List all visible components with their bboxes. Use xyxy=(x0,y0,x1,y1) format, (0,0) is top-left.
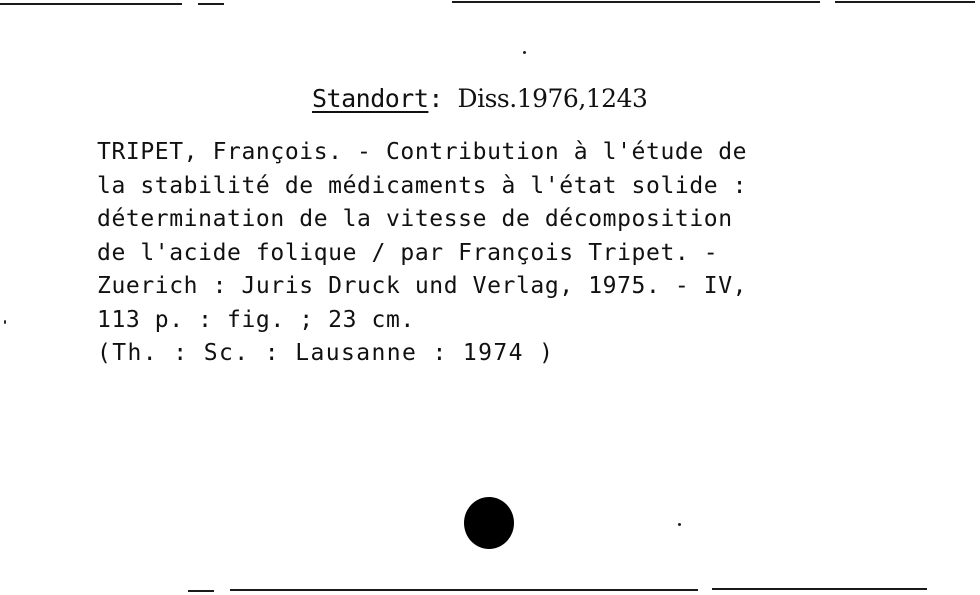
entry-line-physical-description: 113 p. : fig. ; 23 cm. xyxy=(97,306,415,333)
entry-line-title-cont: la stabilité de médicaments à l'état solide : xyxy=(97,172,748,199)
entry-line-responsibility: de l'acide folique / par François Tripet. - xyxy=(97,239,719,266)
call-number: Diss.1976,1243 xyxy=(457,84,648,113)
scan-speck xyxy=(678,523,681,526)
entry-line-publication: Zuerich : Juris Druck und Verlag, 1975. - IV, xyxy=(97,273,748,299)
scan-speck xyxy=(523,51,526,54)
bottom-border-rule xyxy=(230,589,698,591)
card-punch-hole xyxy=(464,497,514,549)
entry-line-author-title: TRIPET, François. - Contribution à l'étude de xyxy=(97,139,748,165)
top-border-rule-right xyxy=(835,1,975,3)
scan-speck xyxy=(4,320,6,324)
bibliographic-entry xyxy=(97,136,957,371)
entry-line-title-cont-2: détermination de la vitesse de décomposition xyxy=(97,206,733,232)
location-separator: : xyxy=(428,84,443,113)
top-border-rule-fragment xyxy=(198,3,224,5)
bottom-border-rule-right xyxy=(712,588,927,590)
location-line xyxy=(312,84,647,113)
bottom-border-rule-fragment xyxy=(188,590,214,592)
top-border-rule xyxy=(0,3,182,5)
top-border-rule-middle xyxy=(452,1,820,3)
location-label: Standort xyxy=(312,84,429,113)
entry-line-thesis-note: (Th. : Sc. : Lausanne : 1974 ) xyxy=(97,340,555,366)
